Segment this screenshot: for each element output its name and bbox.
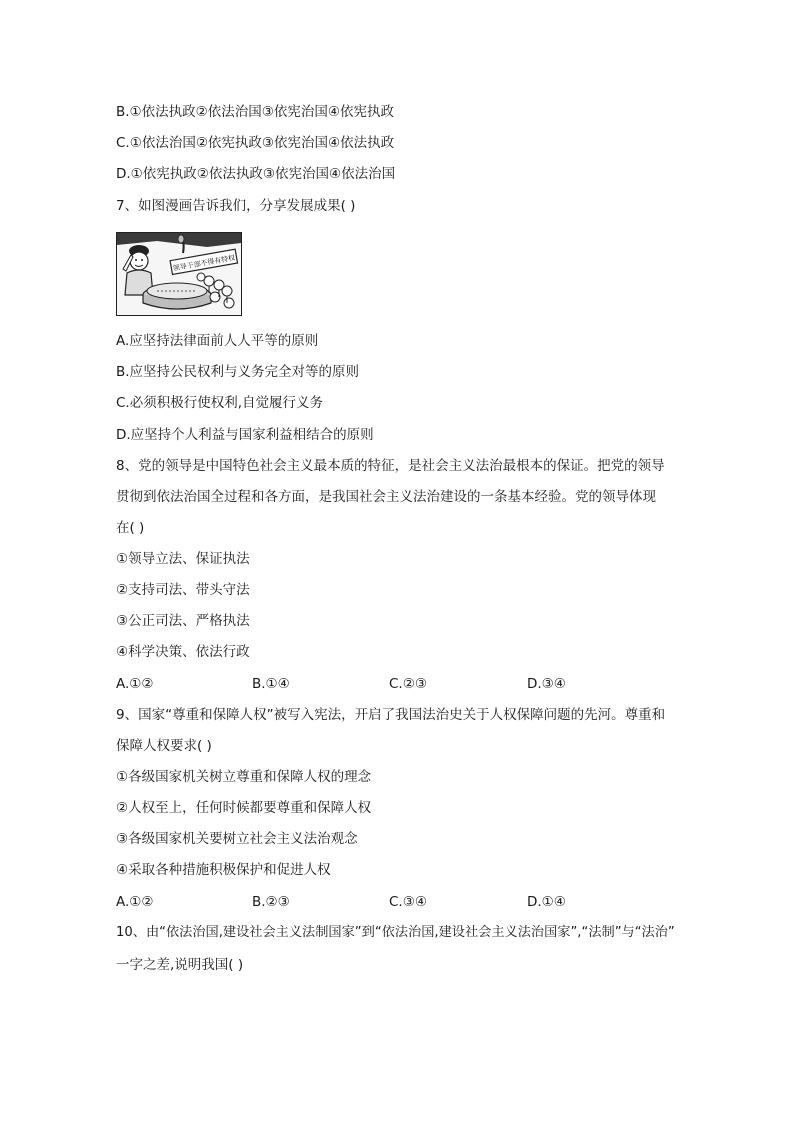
q7-option-c: C.必须积极行使权利,自觉履行义务: [116, 395, 324, 411]
q9-statement: ③各级国家机关要树立社会主义法治观念: [116, 831, 358, 847]
q8-stem-line: 贯彻到依法治国全过程和各方面，是我国社会主义法治建设的一条基本经验。党的领导体现: [116, 489, 656, 505]
q8-statement: ①领导立法、保证执法: [116, 551, 250, 567]
q8-choice-c: C.②③: [389, 676, 427, 692]
q8-choice-a: A.①②: [116, 676, 154, 692]
q9-statement: ②人权至上，任何时候都要尊重和保障人权: [116, 800, 372, 816]
q8-statement: ②支持司法、带头守法: [116, 582, 250, 598]
q8-stem-line: 在( ): [116, 520, 145, 536]
q6-option-c: C.①依法治国②依宪执政③依宪治国④依法执政: [116, 135, 395, 151]
q10-stem-line: 10、由“依法治国,建设社会主义法制国家”到“依法治国,建设社会主义法治国家”,“法制”与“法治”: [116, 925, 675, 940]
q8-statement: ④科学决策、依法行政: [116, 644, 250, 660]
q6-option-b: B.①依法执政②依法治国③依宪治国④依宪执政: [116, 104, 394, 120]
q8-statement: ③公正司法、严格执法: [116, 613, 250, 629]
q10-stem-line: 一字之差,说明我国( ): [116, 957, 244, 973]
q7-option-d: D.应坚持个人利益与国家利益相结合的原则: [116, 427, 374, 443]
q7-option-a: A.应坚持法律面前人人平等的原则: [116, 333, 319, 349]
q9-stem-line: 9、国家“尊重和保障人权”被写入宪法，开启了我国法治史关于人权保障问题的先河。尊重和: [116, 707, 666, 723]
q7-option-b: B.应坚持公民权利与义务完全对等的原则: [116, 364, 360, 380]
q8-choice-d: D.③④: [527, 676, 566, 692]
q8-stem-line: 8、党的领导是中国特色社会主义最本质的特征，是社会主义法治最根本的保证。把党的领导: [116, 458, 665, 474]
q8-choice-b: B.①④: [252, 676, 290, 692]
q9-choice-b: B.②③: [252, 894, 290, 910]
q9-choice-c: C.③④: [389, 894, 427, 910]
q9-choice-d: D.①④: [527, 894, 566, 910]
q9-statement: ④采取各种措施积极保护和促进人权: [116, 862, 331, 878]
q7-cartoon-image: [116, 232, 242, 316]
q9-stem-line: 保障人权要求( ): [116, 738, 212, 754]
q9-choice-a: A.①②: [116, 894, 154, 910]
q6-option-d: D.①依宪执政②依法执政③依宪治国④依法治国: [116, 166, 396, 182]
q7-cartoon-caption: 领导干部不得有特权: [172, 253, 236, 273]
q7-stem: 7、如图漫画告诉我们，分享发展成果( ): [116, 198, 356, 214]
q9-statement: ①各级国家机关树立尊重和保障人权的理念: [116, 769, 372, 785]
